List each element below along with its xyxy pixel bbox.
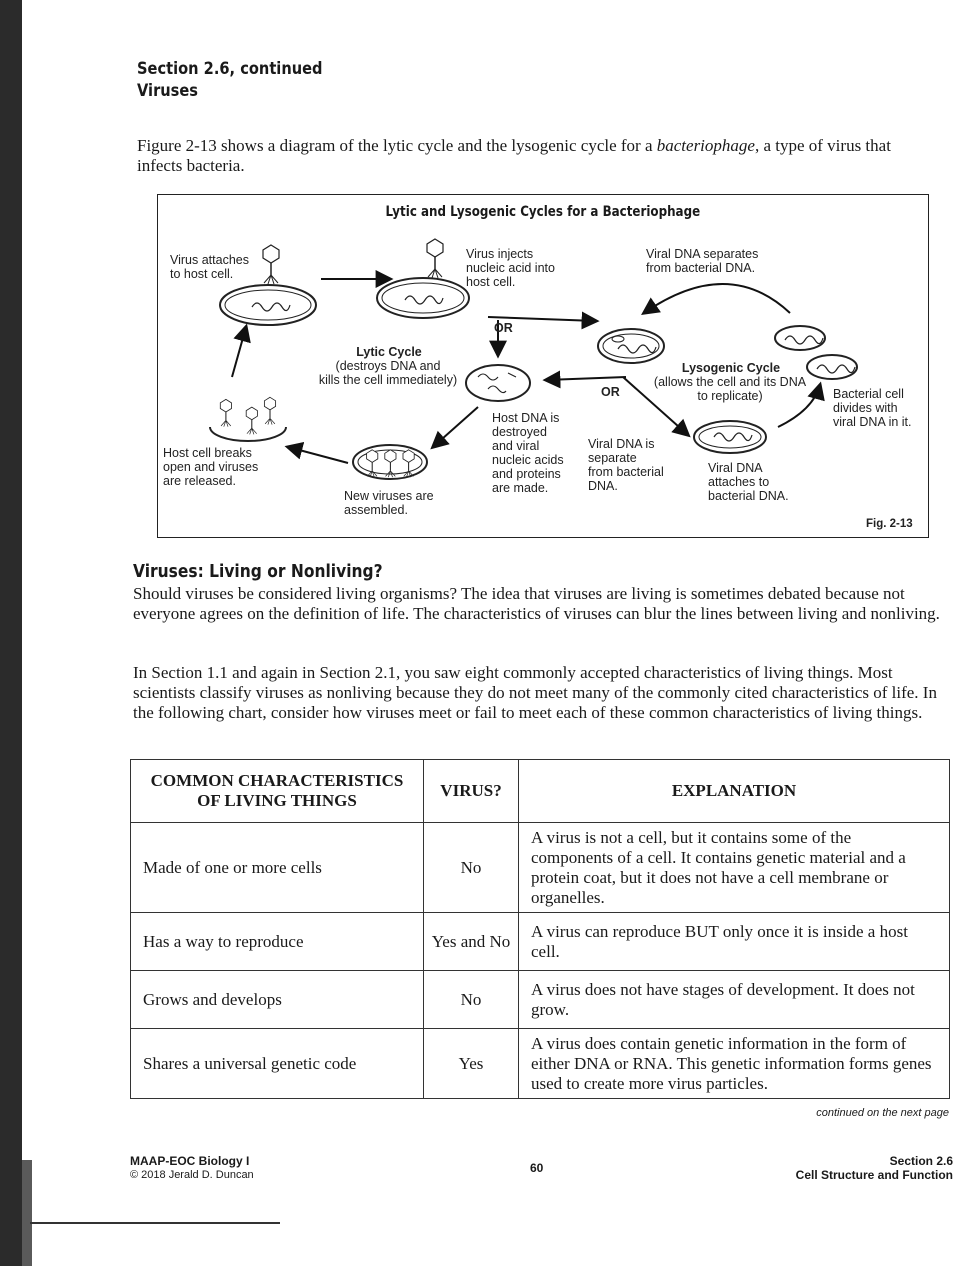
section-heading-living: Viruses: Living or Nonliving? xyxy=(133,561,383,582)
label-lytic-cycle: Lytic Cycle xyxy=(356,345,422,359)
cell-viral-dna-attached xyxy=(694,421,766,453)
cell-dna-separate xyxy=(598,329,664,363)
cell-explanation: A virus can reproduce BUT only once it is inside a host cell. xyxy=(519,913,950,971)
footer-section-title: Cell Structure and Function xyxy=(795,1168,953,1182)
footer-copyright: © 2018 Jerald D. Duncan xyxy=(130,1169,254,1181)
cell-trait: Has a way to reproduce xyxy=(131,913,424,971)
intro-term: bacteriophage xyxy=(656,136,755,155)
header-characteristics: COMMON CHARACTERISTICS OF LIVING THINGS xyxy=(131,760,424,823)
table-header-row xyxy=(131,760,950,823)
cell-virus: No xyxy=(424,971,519,1029)
label-new-viruses: New viruses are assembled. xyxy=(344,489,434,517)
figure-number: Fig. 2-13 xyxy=(866,518,913,530)
cell-virus: Yes and No xyxy=(424,913,519,971)
footer-section: Section 2.6 xyxy=(889,1154,953,1168)
header-virus: VIRUS? xyxy=(424,760,519,823)
cell-virus-injecting xyxy=(377,239,469,318)
scan-edge-shadow xyxy=(0,0,22,1266)
continued-note: continued on the next page xyxy=(816,1107,949,1119)
cell-trait: Shares a universal genetic code xyxy=(131,1029,424,1099)
section-header xyxy=(137,58,323,102)
cell-bursting xyxy=(210,397,286,441)
footer-right xyxy=(796,1154,953,1182)
cell-explanation: A virus is not a cell, but it contains some of the components of a cell. It contains genetic material and a protein coat, but it does not have a cell membrane or organelles. xyxy=(519,823,950,913)
scan-edge-shadow-lower xyxy=(22,1160,32,1266)
section-header-line2: Viruses xyxy=(137,81,199,101)
intro-text-after: , a type of virus that infects bacteria. xyxy=(137,136,891,175)
figure-2-13 xyxy=(157,194,929,538)
label-cell-divides: Bacterial cell divides with viral DNA in it. xyxy=(833,387,912,429)
footer-book: MAAP-EOC Biology I xyxy=(130,1154,250,1168)
paragraph-1: Should viruses be considered living organisms? The idea that viruses are living is sometimes debated because not everyone agrees on the definition of life. The characteristics of viruses can blur the lines between living and nonliving. xyxy=(133,584,940,623)
label-lytic-desc: (destroys DNA and kills the cell immediately) xyxy=(318,359,458,387)
cell-explanation: A virus does contain genetic information in the form of either DNA or RNA. This genetic information forms genes used to create more virus particles. xyxy=(519,1029,950,1099)
intro-paragraph xyxy=(137,136,937,176)
footer-left xyxy=(130,1154,254,1182)
table-row xyxy=(131,1029,950,1099)
label-lysogenic-desc: (allows the cell and its DNA to replicate) xyxy=(653,375,807,403)
scan-bottom-line xyxy=(30,1222,280,1224)
header-explanation: EXPLANATION xyxy=(519,760,950,823)
figure-title: Lytic and Lysogenic Cycles for a Bacteriophage xyxy=(385,204,701,220)
table-row xyxy=(131,823,950,913)
label-viral-dna-separate: Viral DNA is separate from bacterial DNA. xyxy=(588,437,664,493)
paragraph-2: In Section 1.1 and again in Section 2.1, you saw eight commonly accepted characteristics of living things. Most scientists classify viruses as nonliving because they do not meet many of the commonly cited characteristics of life. In the following chart, consider how viruses meet or fail to meet each of these common characteristics of living things. xyxy=(133,663,937,722)
cell-virus: Yes xyxy=(424,1029,519,1099)
label-virus-injects: Virus injects nucleic acid into host cell. xyxy=(466,247,555,289)
cell-trait: Grows and develops xyxy=(131,971,424,1029)
label-viral-dna-attaches: Viral DNA attaches to bacterial DNA. xyxy=(708,461,789,503)
table-row xyxy=(131,971,950,1029)
label-or-top: OR xyxy=(494,321,513,335)
label-lysogenic-cycle: Lysogenic Cycle xyxy=(681,361,781,375)
page-number: 60 xyxy=(530,1161,544,1175)
label-host-cell-breaks: Host cell breaks open and viruses are released. xyxy=(163,446,259,488)
cell-viruses-assembled xyxy=(353,445,427,479)
label-or-middle: OR xyxy=(601,385,620,399)
characteristics-table xyxy=(130,759,950,1099)
section-header-line1: Section 2.6, continued xyxy=(137,59,323,79)
label-viral-dna-separates: Viral DNA separates from bacterial DNA. xyxy=(646,247,759,275)
cell-virus: No xyxy=(424,823,519,913)
label-host-dna-destroyed: Host DNA is destroyed and viral nucleic acids and proteins are made. xyxy=(492,411,564,495)
cell-explanation: A virus does not have stages of development. It does not grow. xyxy=(519,971,950,1029)
label-virus-attaches: Virus attaches to host cell. xyxy=(170,253,249,281)
intro-text-before: Figure 2-13 shows a diagram of the lytic cycle and the lysogenic cycle for a xyxy=(137,136,657,155)
cell-trait: Made of one or more cells xyxy=(131,823,424,913)
table-row xyxy=(131,913,950,971)
